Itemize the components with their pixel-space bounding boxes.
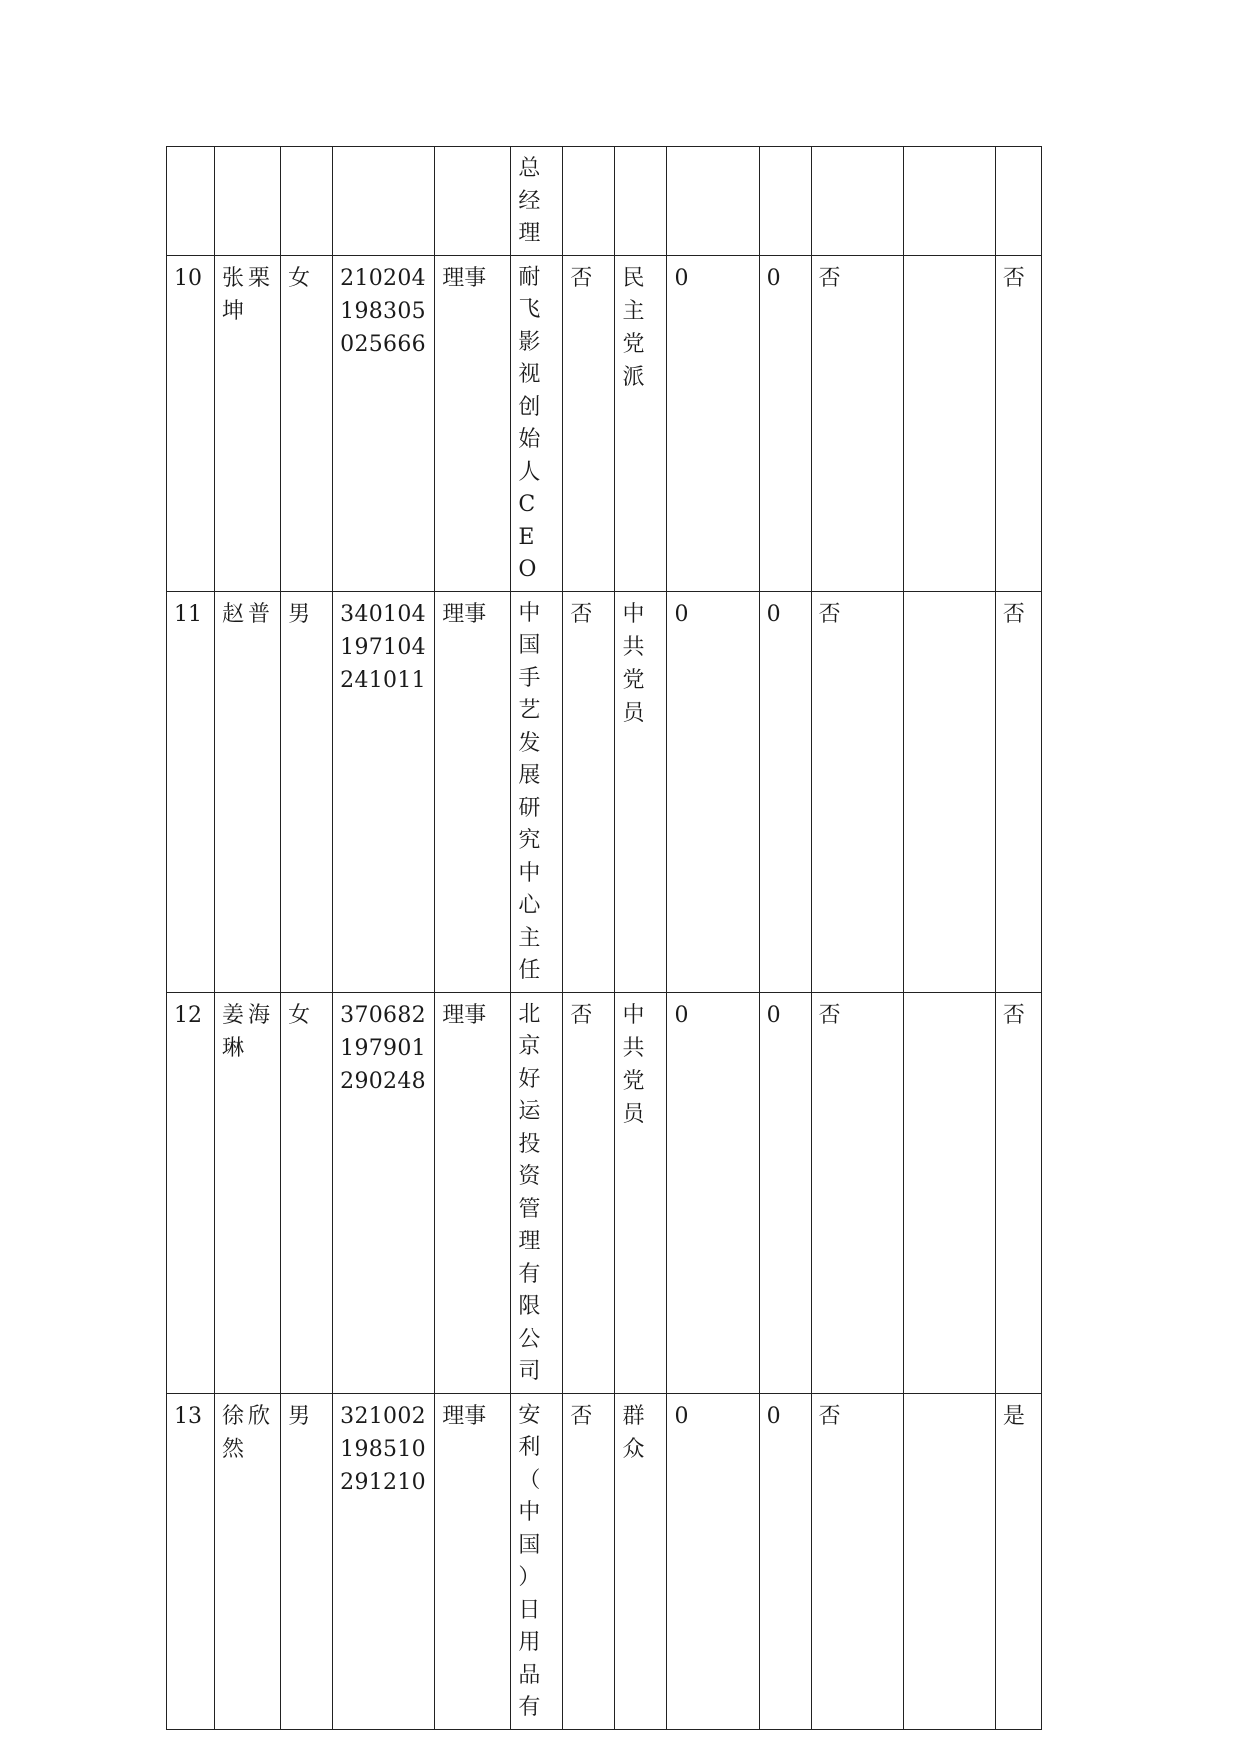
cell-id: 321002198510291210	[333, 1393, 435, 1729]
cell-name: 姜海琳	[215, 992, 281, 1393]
cell-val2: 0	[759, 255, 811, 591]
cell-id: 340104197104241011	[333, 591, 435, 992]
cell-role: 理事	[435, 992, 511, 1393]
table-row	[167, 992, 1042, 1393]
table-row-fragment	[167, 147, 1042, 256]
cell-val1: 0	[667, 992, 759, 1393]
cell-flag2: 否	[811, 255, 903, 591]
cell-flag3	[995, 147, 1041, 256]
cell-political: 群众	[615, 1393, 667, 1729]
cell-political: 民主党派	[615, 255, 667, 591]
cell-role: 理事	[435, 255, 511, 591]
cell-blank	[903, 591, 995, 992]
cell-political: 中共党员	[615, 992, 667, 1393]
cell-flag3: 否	[995, 255, 1041, 591]
cell-role: 理事	[435, 1393, 511, 1729]
member-table	[166, 146, 1042, 1730]
cell-val2: 0	[759, 591, 811, 992]
cell-no	[167, 147, 215, 256]
table-row	[167, 591, 1042, 992]
cell-val2: 0	[759, 1393, 811, 1729]
cell-gender	[281, 147, 333, 256]
cell-flag3: 否	[995, 992, 1041, 1393]
cell-gender: 女	[281, 255, 333, 591]
cell-id: 210204198305025666	[333, 255, 435, 591]
cell-name: 赵普	[215, 591, 281, 992]
cell-flag1: 否	[563, 591, 615, 992]
cell-workplace: 总经理	[511, 147, 563, 256]
cell-flag3: 否	[995, 591, 1041, 992]
cell-gender: 男	[281, 591, 333, 992]
cell-no: 13	[167, 1393, 215, 1729]
cell-val1	[667, 147, 759, 256]
cell-val1: 0	[667, 1393, 759, 1729]
cell-gender: 男	[281, 1393, 333, 1729]
cell-political: 中共党员	[615, 591, 667, 992]
cell-no: 12	[167, 992, 215, 1393]
cell-flag1	[563, 147, 615, 256]
cell-gender: 女	[281, 992, 333, 1393]
table-row	[167, 255, 1042, 591]
cell-blank	[903, 147, 995, 256]
cell-flag1: 否	[563, 1393, 615, 1729]
cell-flag2: 否	[811, 992, 903, 1393]
cell-flag2: 否	[811, 1393, 903, 1729]
cell-name: 徐欣然	[215, 1393, 281, 1729]
cell-name: 张栗坤	[215, 255, 281, 591]
cell-flag3: 是	[995, 1393, 1041, 1729]
table-row	[167, 1393, 1042, 1729]
cell-flag2	[811, 147, 903, 256]
cell-id	[333, 147, 435, 256]
cell-workplace: 耐飞影视创始人CEO	[511, 255, 563, 591]
cell-val2: 0	[759, 992, 811, 1393]
cell-val1: 0	[667, 591, 759, 992]
cell-blank	[903, 255, 995, 591]
cell-no: 11	[167, 591, 215, 992]
cell-flag1: 否	[563, 255, 615, 591]
cell-role: 理事	[435, 591, 511, 992]
cell-val1: 0	[667, 255, 759, 591]
cell-blank	[903, 1393, 995, 1729]
cell-workplace: 安利（中国）日用品有	[511, 1393, 563, 1729]
cell-no: 10	[167, 255, 215, 591]
cell-val2	[759, 147, 811, 256]
cell-flag1: 否	[563, 992, 615, 1393]
cell-flag2: 否	[811, 591, 903, 992]
cell-name	[215, 147, 281, 256]
cell-workplace: 北京好运投资管理有限公司	[511, 992, 563, 1393]
cell-blank	[903, 992, 995, 1393]
cell-role	[435, 147, 511, 256]
cell-workplace: 中国手艺发展研究中心主任	[511, 591, 563, 992]
cell-political	[615, 147, 667, 256]
cell-id: 370682197901290248	[333, 992, 435, 1393]
